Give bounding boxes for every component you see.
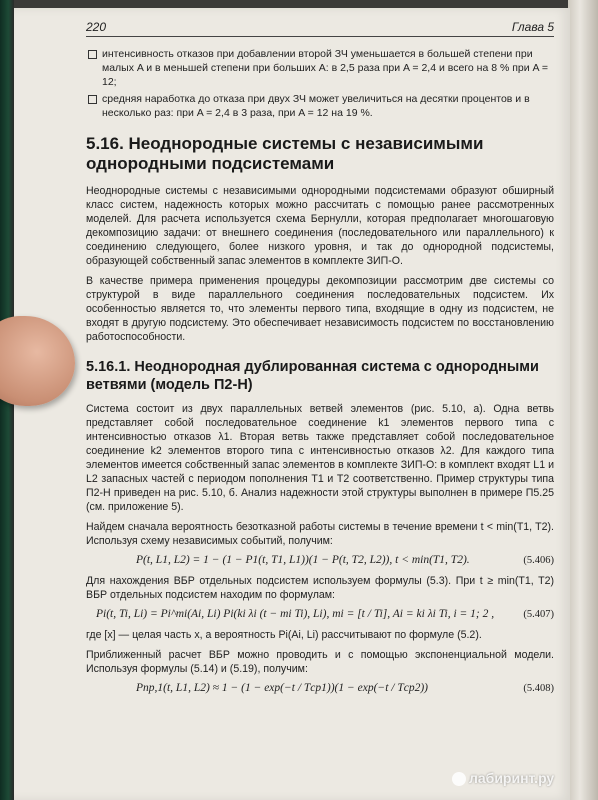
page-header <box>86 20 554 37</box>
labyrinth-logo-icon <box>452 772 466 786</box>
paragraph: Система состоит из двух параллельных ветвей элементов (рис. 5.10, а). Одна ветвь представляет собой последовательное соединение k1 элементов первого типа с интенсивностью отказов λ1. Вторая ветвь также представляет собой последовательное соединение k2 элементов второго типа с интенсивностью отказов λ2. Для каждого типа элементов имеется собственный запас элементов в комплекте ЗИП-О: в комплект входят L1 и L2 запасных частей с периодом пополнения T1 и T2 соответственно. Пример структуры типа П2-Н приведен на рис. 5.10, б. Анализ надежности этой структуры выполнен в примере П5.25 (см. приложение 5). <box>86 403 554 513</box>
book-page <box>14 8 570 800</box>
paragraph: Приближенный расчет ВБР можно проводить и с помощью экспоненциальной модели. Используя формулы (5.14) и (5.19), получим: <box>86 649 554 675</box>
formula-body: P(t, L1, L2) = 1 − (1 − P1(t, T1, L1))(1 − P(t, T2, L2)), t < min(T1, T2). <box>136 554 470 566</box>
bullet-list <box>86 47 554 120</box>
bullet-item: средняя наработка до отказа при двух ЗЧ может увеличиться на десятки процентов и в несколько раз: при A = 2,4 в 3 раза, при A = 12 на 19 %. <box>86 92 554 120</box>
paragraph: Для нахождения ВБР отдельных подсистем используем формулы (5.3). При t ≥ min(T1, T2) ВБР отдельных подсистем находим по формулам: <box>86 575 554 601</box>
formula-body: Pi(t, Ti, Li) = Pi^mi(Ai, Li) Pi(ki λi (t − mi Ti), Li), mi = [t / Ti], Ai = ki λi Ti, i = 1; 2 , <box>96 608 495 620</box>
paragraph: где [x] — целая часть x, а вероятность Pi(Ai, Li) рассчитывают по формуле (5.2). <box>86 629 482 641</box>
subsection-title: 5.16.1. Неоднородная дублированная система с однородными ветвями (модель П2-Н) <box>86 359 539 393</box>
formula-number: (5.408) <box>523 682 554 694</box>
paragraph: В качестве примера применения процедуры декомпозиции рассмотрим две системы со структурой в виде параллельного соединения последовательных подсистем. Их особенностью является то, что элементы первого типа, входящие в одну из подсистем, не входят в другую подсистему. Это обеспечивает независимость подсистем по восстановлению работоспособности. <box>86 275 554 343</box>
page-number: 220 <box>86 20 107 34</box>
section-title: 5.16. Неоднородные системы с независимыми однородными подсистемами <box>86 134 484 173</box>
bullet-item: интенсивность отказов при добавлении второй ЗЧ уменьшается в большей степени при малых A и в меньшей степени при больших A: в 2,5 раза при A = 2,4 и всего на 8 % при A = 12; <box>86 47 554 89</box>
paragraph: Найдем сначала вероятность безотказной работы системы в течение времени t < min(T1, T2). Используя схему независимых событий, получим: <box>86 521 554 547</box>
formula-5-406 <box>86 554 554 566</box>
next-page-edge <box>568 0 598 800</box>
formula-5-407 <box>86 608 554 620</box>
watermark-logo <box>452 770 554 786</box>
formula-body: Pпр,1(t, L1, L2) ≈ 1 − (1 − exp(−t / Tср1))(1 − exp(−t / Tср2)) <box>136 682 428 694</box>
watermark-text: лабиринт.ру <box>469 770 555 786</box>
formula-5-408 <box>86 682 554 694</box>
page-content <box>86 20 554 702</box>
paragraph: Неоднородные системы с независимыми однородными подсистемами образуют обширный класс систем, надежность которых можно рассчитать с помощью ранее рассмотренных моделей. Для расчета используется схема Бернулли, которая предполагает многошаговую декомпозицию задачи: от внешнего соединения (последовательного или параллельного) к соединению следующего, более низкого уровня, и так до однородной подсистемы, образующей собственный запас элементов в комплекте ЗИП-О. <box>86 185 554 267</box>
formula-number: (5.407) <box>523 608 554 620</box>
chapter-label: Глава 5 <box>511 20 554 34</box>
formula-number: (5.406) <box>523 554 554 566</box>
